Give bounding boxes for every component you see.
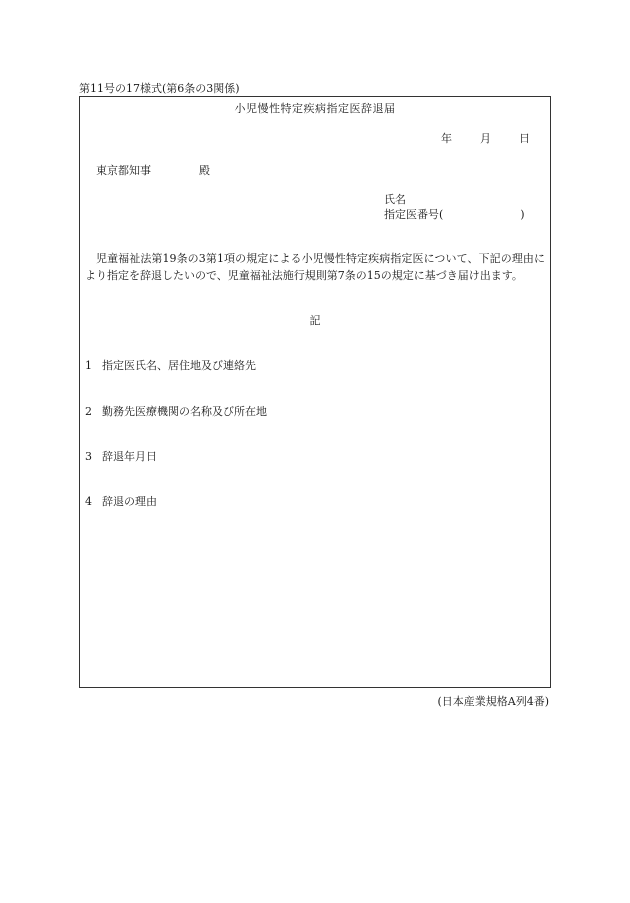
item-number: 1 bbox=[85, 359, 92, 372]
item-4 bbox=[85, 493, 157, 509]
body-text: 児童福祉法第19条の3第1項の規定による小児慢性特定疾病指定医について、下記の理由により指定を辞退したいので、児童福祉法施行規則第7条の15の規定に基づき届け出ます。 bbox=[85, 252, 545, 282]
applicant-name-label: 氏名 bbox=[384, 193, 406, 206]
doctor-number-close: ) bbox=[520, 208, 525, 221]
item-2 bbox=[85, 403, 267, 419]
doctor-number-label: 指定医番号( bbox=[384, 208, 444, 221]
footer-note: (日本産業規格A列4番) bbox=[437, 695, 549, 708]
form-number: 第11号の17様式(第6条の3関係) bbox=[79, 82, 240, 95]
applicant-name-row bbox=[384, 192, 525, 207]
item-label: 辞退の理由 bbox=[102, 495, 157, 508]
item-number: 4 bbox=[85, 495, 92, 508]
date-year-label: 年 bbox=[441, 132, 453, 145]
item-3 bbox=[85, 448, 157, 464]
doctor-number-row bbox=[384, 207, 525, 222]
addressee-name: 東京都知事 bbox=[96, 164, 151, 177]
ki-heading: 記 bbox=[309, 314, 321, 327]
addressee-honorific: 殿 bbox=[199, 164, 210, 177]
item-number: 3 bbox=[85, 450, 92, 463]
addressee bbox=[96, 162, 210, 178]
date-row bbox=[441, 130, 530, 146]
date-day-label: 日 bbox=[519, 132, 530, 145]
item-number: 2 bbox=[85, 405, 92, 418]
form-frame bbox=[79, 96, 551, 688]
applicant-block bbox=[384, 192, 525, 222]
item-label: 勤務先医療機関の名称及び所在地 bbox=[102, 405, 267, 418]
date-month-label: 月 bbox=[480, 132, 492, 145]
item-label: 指定医氏名、居住地及び連絡先 bbox=[102, 359, 256, 372]
form-title: 小児慢性特定疾病指定医辞退届 bbox=[234, 102, 396, 115]
item-label: 辞退年月日 bbox=[102, 450, 157, 463]
item-1 bbox=[85, 357, 256, 373]
